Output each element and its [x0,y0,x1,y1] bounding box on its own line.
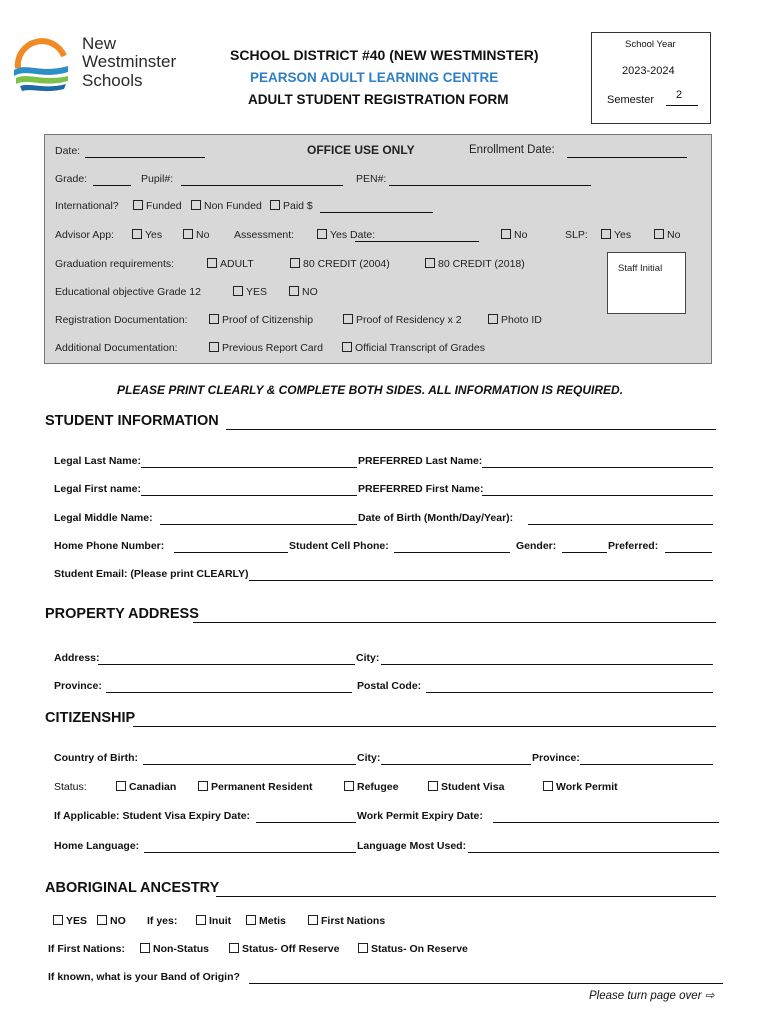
advisor-app-label: Advisor App: [55,229,114,241]
proof-residency-option[interactable]: Proof of Residency x 2 [343,314,462,326]
logo-text-line3: Schools [82,71,143,90]
staff-initial-label: Staff Initial [618,263,663,274]
if-fn-label: If First Nations: [48,943,126,955]
paid-field[interactable] [320,212,433,213]
grad-req-label: Graduation requirements: [55,258,175,270]
permit-expiry-field[interactable] [493,822,719,823]
paid-option[interactable]: Paid $ [270,200,313,212]
home-language-field[interactable] [144,852,356,853]
cit-province-field[interactable] [580,764,713,765]
visa-expiry-field[interactable] [256,822,356,823]
cit-province-label: Province: [532,752,580,764]
address-label: Address: [54,652,100,664]
pupil-label: Pupil#: [141,173,174,185]
centre-title: PEARSON ADULT LEARNING CENTRE [250,70,499,85]
office-use-panel [44,134,712,364]
turn-page-note: Please turn page over ⇨ [589,990,715,1002]
band-label: If known, what is your Band of Origin? [48,971,240,983]
pen-label: PEN#: [356,173,387,185]
assessment-yes-option[interactable]: Yes Date: [317,229,375,241]
advisor-no-option[interactable]: No [183,229,209,241]
home-phone-label: Home Phone Number: [54,540,165,552]
country-birth-label: Country of Birth: [54,752,138,764]
address-field[interactable] [98,664,355,665]
cit-city-field[interactable] [381,764,531,765]
language-used-label: Language Most Used: [357,840,467,852]
prev-report-option[interactable]: Previous Report Card [209,342,323,354]
preferred-label: Preferred: [608,540,659,552]
legal-first-label: Legal First name: [54,483,141,495]
grad-2004-option[interactable]: 80 CREDIT (2004) [290,258,390,270]
enrollment-date-label: Enrollment Date: [469,144,555,156]
assessment-date-field[interactable] [355,241,479,242]
prop-province-label: Province: [54,680,102,692]
gender-label: Gender: [516,540,557,552]
office-date-label: Date: [55,145,81,157]
slp-label: SLP: [565,229,588,241]
office-date-field[interactable] [85,157,205,158]
postal-code-field[interactable] [426,692,713,693]
pref-last-field[interactable] [482,467,713,468]
preferred-field[interactable] [665,552,712,553]
school-year-box [591,32,711,124]
assessment-no-option[interactable]: No [501,229,527,241]
citizenship-header: CITIZENSHIP [45,710,136,726]
non-status-option[interactable]: Non-Status [140,943,209,955]
photo-id-option[interactable]: Photo ID [488,314,542,326]
prop-province-field[interactable] [106,692,352,693]
form-title: ADULT STUDENT REGISTRATION FORM [248,92,509,107]
pref-first-field[interactable] [482,495,713,496]
advisor-yes-option[interactable]: Yes [132,229,162,241]
proof-citizenship-option[interactable]: Proof of Citizenship [209,314,313,326]
off-reserve-option[interactable]: Status- Off Reserve [229,943,339,955]
aboriginal-header: ABORIGINAL ANCESTRY [45,880,220,896]
logo-text-line2: Westminster [82,52,177,71]
district-logo [12,34,202,96]
edu-no-option[interactable]: NO [289,286,318,298]
band-field[interactable] [249,983,723,984]
non-funded-option[interactable]: Non Funded [191,200,262,212]
prop-city-field[interactable] [381,664,713,665]
metis-option[interactable]: Metis [246,915,286,927]
slp-no-option[interactable]: No [654,229,680,241]
language-used-field[interactable] [468,852,719,853]
pref-first-label: PREFERRED First Name: [358,483,484,495]
cell-phone-label: Student Cell Phone: [289,540,389,552]
logo-text-line1: New [82,34,117,53]
legal-middle-label: Legal Middle Name: [54,512,153,524]
postal-code-label: Postal Code: [357,680,422,692]
cell-phone-field[interactable] [394,552,510,553]
add-docs-label: Additional Documentation: [55,342,178,354]
enrollment-date-field[interactable] [567,157,687,158]
pen-field[interactable] [389,185,591,186]
pupil-field[interactable] [181,185,343,186]
international-label: International? [55,200,119,212]
first-nations-option[interactable]: First Nations [308,915,385,927]
student-info-header: STUDENT INFORMATION [45,413,219,429]
visa-expiry-label: If Applicable: Student Visa Expiry Date: [54,810,251,822]
refugee-option[interactable]: Refugee [344,781,398,793]
legal-middle-field[interactable] [160,524,357,525]
aboriginal-yes-option[interactable]: YES [53,915,87,927]
canadian-option[interactable]: Canadian [116,781,176,793]
cit-city-label: City: [357,752,381,764]
student-visa-option[interactable]: Student Visa [428,781,504,793]
transcript-option[interactable]: Official Transcript of Grades [342,342,485,354]
email-field[interactable] [249,580,713,581]
staff-initial-box[interactable] [607,252,686,314]
legal-first-field[interactable] [141,495,357,496]
edu-yes-option[interactable]: YES [233,286,267,298]
email-label: Student Email: (Please print CLEARLY) [54,568,249,580]
semester-label: Semester [607,94,655,106]
grad-adult-option[interactable]: ADULT [207,258,254,270]
dob-label: Date of Birth (Month/Day/Year): [358,512,514,524]
country-birth-field[interactable] [143,764,356,765]
edu-objective-label: Educational objective Grade 12 [55,286,201,298]
district-title: SCHOOL DISTRICT #40 (NEW WESTMINSTER) [230,47,539,63]
legal-last-label: Legal Last Name: [54,455,141,467]
prop-city-label: City: [356,652,380,664]
if-yes-label: If yes: [147,915,178,927]
on-reserve-option[interactable]: Status- On Reserve [358,943,468,955]
dob-field[interactable] [528,524,713,525]
inuit-option[interactable]: Inuit [196,915,231,927]
home-language-label: Home Language: [54,840,140,852]
property-header: PROPERTY ADDRESS [45,606,199,622]
school-year-label: School Year [625,39,676,50]
reg-docs-label: Registration Documentation: [55,314,188,326]
semester-value[interactable]: 2 [676,89,683,101]
home-phone-field[interactable] [174,552,288,553]
work-permit-option[interactable]: Work Permit [543,781,618,793]
gender-field[interactable] [562,552,607,553]
slp-yes-option[interactable]: Yes [601,229,631,241]
permit-expiry-label: Work Permit Expiry Date: [357,810,483,822]
assessment-label: Assessment: [234,229,295,241]
pr-option[interactable]: Permanent Resident [198,781,313,793]
aboriginal-no-option[interactable]: NO [97,915,126,927]
school-year-value: 2023-2024 [622,65,675,77]
office-use-title: OFFICE USE ONLY [307,143,415,157]
grade-label: Grade: [55,173,88,185]
legal-last-field[interactable] [141,467,357,468]
grad-2018-option[interactable]: 80 CREDIT (2018) [425,258,525,270]
pref-last-label: PREFERRED Last Name: [358,455,483,467]
status-label: Status: [54,781,87,793]
grade-field[interactable] [93,185,131,186]
funded-option[interactable]: Funded [133,200,182,212]
logo-mark-icon [12,34,72,96]
instruction-text: PLEASE PRINT CLEARLY & COMPLETE BOTH SIDES. ALL INFORMATION IS REQUIRED. [117,383,624,397]
